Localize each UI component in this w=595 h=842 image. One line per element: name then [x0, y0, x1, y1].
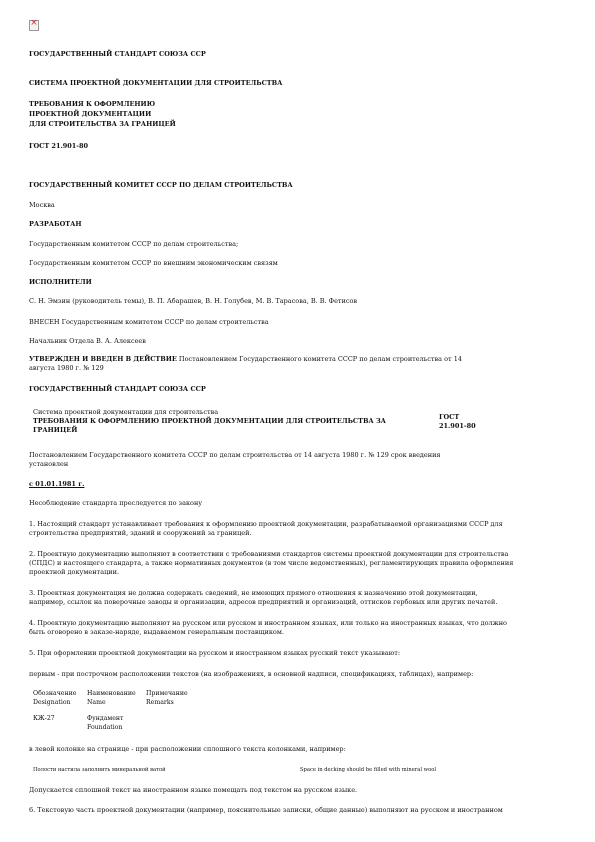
standard-title-line-2: ТРЕБОВАНИЯ К ОФОРМЛЕНИЮ ПРОЕКТНОЙ ДОКУМЕНТАЦИИ ДЛЯ СТРОИТЕЛЬСТВА ЗА [33, 417, 386, 425]
approved-bold: УТВЕРЖДЕН И ВВЕДЕН В ДЕЙСТВИЕ [29, 355, 177, 363]
decree-line-1: Постановлением Государственного комитета СССР по делам строительства от 14 августа 1980 г. № 129 срок введения [29, 451, 441, 459]
introduced-by: ВНЕСЕН Государственным комитетом СССР по делам строительства [29, 318, 269, 326]
row-code: КЖ-27 [33, 715, 55, 722]
column-example-en: Space in decking should be filled with mineral wool [300, 767, 436, 773]
column-example-ru: Полости настила заполнить минеральной ватой [33, 767, 166, 773]
col2-header-en: Name [87, 699, 106, 706]
state-standard-heading: ГОСУДАРСТВЕННЫЙ СТАНДАРТ СОЮЗА ССР [29, 50, 206, 58]
row-name-en: Foundation [87, 724, 123, 731]
col1-header-ru: Обозначение [33, 690, 77, 697]
paragraph-4-line-1: 4. Проектную документацию выполняют на русском или русском и иностранном языках, или только на иностранных языках, что должно [29, 619, 507, 627]
approved-rest: Постановлением Государственного комитета СССР по делам строительства от 14 [176, 355, 462, 363]
executors-label: ИСПОЛНИТЕЛИ [29, 278, 92, 286]
developed-org-1: Государственным комитетом СССР по делам строительства; [29, 240, 239, 248]
approved-line-1 [29, 355, 564, 363]
standard-code-line-2: 21.901-80 [439, 422, 476, 430]
broken-image-icon [29, 20, 39, 31]
requirements-line-3: ДЛЯ СТРОИТЕЛЬСТВА ЗА ГРАНИЦЕЙ [29, 120, 176, 128]
paragraph-3-line-1: 3. Проектная документация не должна содержать сведений, не имеющих прямого отношения к назначению этой документации, [29, 589, 478, 597]
developed-label: РАЗРАБОТАН [29, 220, 82, 228]
paragraph-1-line-1: 1. Настоящий стандарт устанавливает требования к оформлению проектной документации, разрабатываемой организациями СССР для [29, 520, 503, 528]
col1-header-en: Designation [33, 699, 71, 706]
law-notice: Несоблюдение стандарта преследуется по закону [29, 499, 203, 507]
paragraph-5-a: первым - при построчном расположении текстов (на изображениях, в основной надписи, спецификациях, таблицах), например: [29, 670, 474, 678]
paragraph-5: 5. При оформлении проектной документации на русском и иностранном языках русский текст указывают: [29, 649, 401, 657]
paragraph-5-c: Допускается сплошной текст на иностранном языке помещать под текстом на русском языке. [29, 786, 358, 794]
paragraph-2-line-3: проектной документации. [29, 568, 119, 576]
effective-date: с 01.01.1981 г. [29, 480, 85, 488]
standard-code-line-1: ГОСТ [439, 413, 460, 421]
row-name-ru: Фундамент [87, 715, 124, 722]
requirements-line-2: ПРОЕКТНОЙ ДОКУМЕНТАЦИИ [29, 110, 152, 118]
state-standard-heading-2: ГОСУДАРСТВЕННЫЙ СТАНДАРТ СОЮЗА ССР [29, 385, 206, 393]
gost-code: ГОСТ 21.901-80 [29, 142, 89, 150]
executors-list: С. Н. Эмзин (руководитель темы), В. П. Абарашев, В. Н. Голубев, М. В. Тарасова, В. В. Фетисов [29, 297, 358, 305]
col3-header-en: Remarks [146, 699, 174, 706]
col2-header-ru: Наименование [87, 690, 136, 697]
paragraph-2-line-2: (СПДС) и настоящего стандарта, а также нормативных документов (в том числе ведомственных), регламентирующих правила оформления [29, 559, 514, 567]
standard-title-line-1: Система проектной документации для строительства [33, 408, 219, 416]
requirements-line-1: ТРЕБОВАНИЯ К ОФОРМЛЕНИЮ [29, 100, 156, 108]
paragraph-6: 6. Текстовую часть проектной документации (например, пояснительные записки, общие данные) выполняют на русском и иностранном [29, 806, 503, 814]
standard-title-line-3: ГРАНИЦЕЙ [33, 426, 78, 434]
city: Москва [29, 201, 55, 209]
example-table [29, 690, 229, 736]
system-title: СИСТЕМА ПРОЕКТНОЙ ДОКУМЕНТАЦИИ ДЛЯ СТРОИТЕЛЬСТВА [29, 79, 283, 87]
developed-org-2: Государственным комитетом СССР по внешним экономическим связям [29, 259, 278, 267]
decree-line-2: установлен [29, 460, 69, 468]
approved-line-2: августа 1980 г. № 129 [29, 364, 104, 372]
paragraph-1-line-2: строительства предприятий, зданий и сооружений за границей. [29, 529, 252, 537]
committee-heading: ГОСУДАРСТВЕННЫЙ КОМИТЕТ СССР ПО ДЕЛАМ СТРОИТЕЛЬСТВА [29, 181, 293, 189]
paragraph-4-line-2: быть оговорено в заказе-наряде, выдаваемом генеральным поставщиком. [29, 628, 284, 636]
col3-header-ru: Примечание [146, 690, 188, 697]
paragraph-2-line-1: 2. Проектную документацию выполняют в соответствии с требованиями стандартов системы проектной документации для строительства [29, 550, 509, 558]
paragraph-3-line-2: например, ссылок на поверочные заводы и организации, адресов предприятий и организаций, оттисков гербовых или других печатей. [29, 598, 498, 606]
paragraph-5-b: в левой колонке на странице - при расположении сплошного текста колонками, например: [29, 745, 346, 753]
department-head: Начальник Отдела В. А. Алексеев [29, 337, 146, 345]
